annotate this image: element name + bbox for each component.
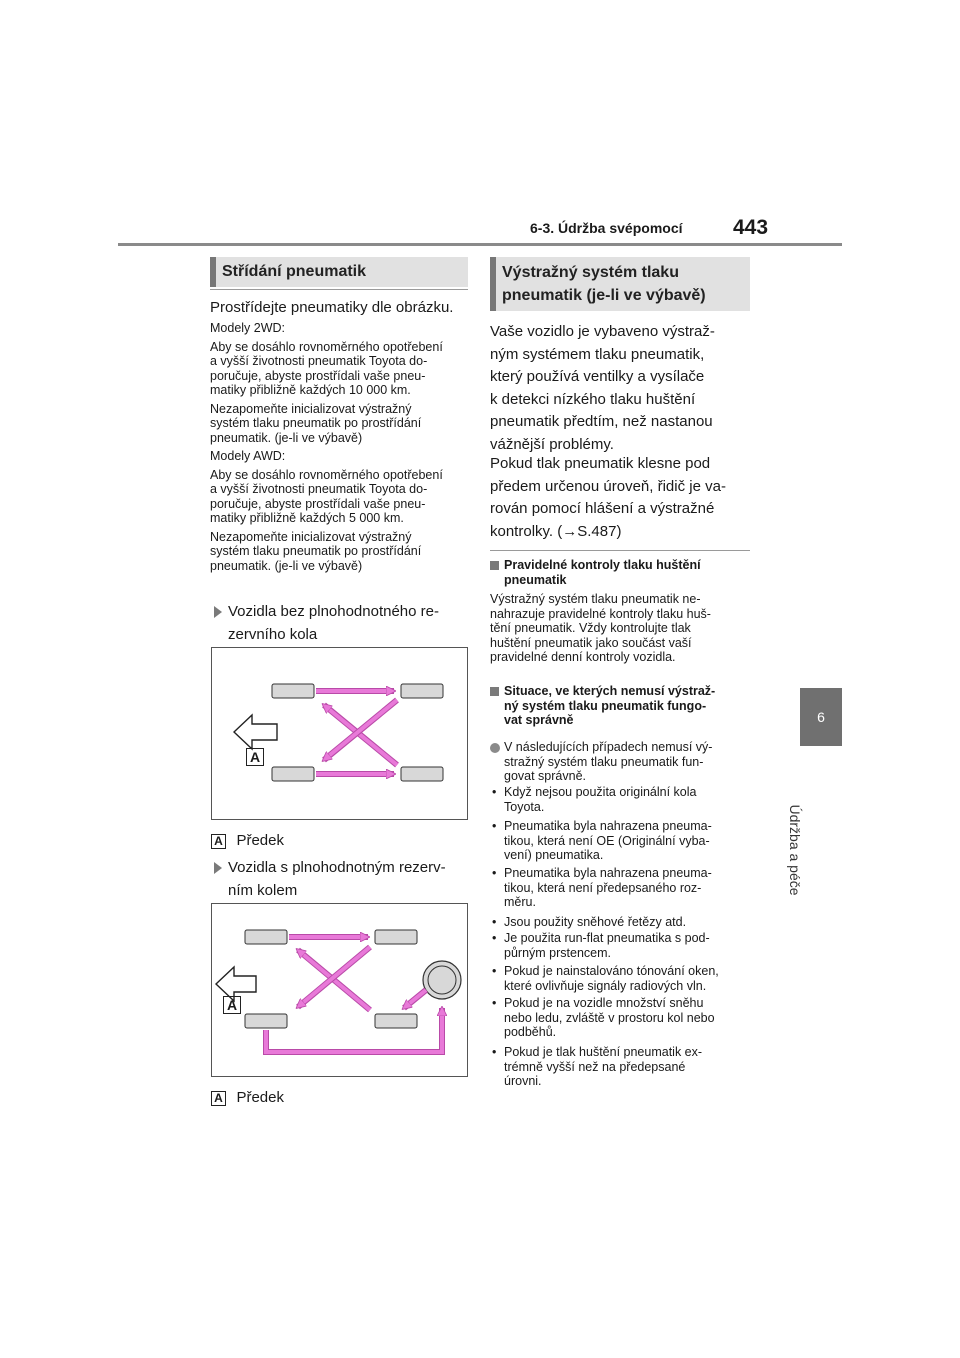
chapter-side-title: Údržba a péče: [787, 804, 803, 896]
bullet-item: • Pokud je na vozidle množství sněhu nebo ledu, zvláště v prostoru kol nebo podběhů.: [492, 996, 715, 1039]
left-section-heading: Střídání pneumatik: [210, 257, 468, 287]
note-line: pneumatik. (je-li ve výbavě): [210, 558, 363, 573]
left-intro: Prostřídejte pneumatiky dle obrázku.: [210, 299, 454, 316]
note-line: a vyšší životnosti pneumatik Toyota do-: [210, 354, 428, 368]
label-a: A: [211, 1091, 226, 1106]
triangle-bullet-icon: [214, 606, 222, 618]
chapter-tab[interactable]: [800, 688, 842, 746]
note-line: Modely 2WD:: [210, 321, 286, 335]
note-line: Modely AWD:: [210, 449, 286, 463]
chapter-number: 6: [817, 709, 825, 725]
section-title: 6-3. Údržba svépomocí: [530, 220, 683, 236]
note-line: Aby se dosáhlo rovnoměrného opotřebení: [210, 339, 443, 354]
rotation-diagram-spare: [211, 903, 468, 1077]
circle-bullet-icon: [490, 743, 500, 753]
note-line: a vyšší životnosti pneumatik Toyota do-: [210, 482, 428, 496]
note-line: Nezapomeňte inicializovat výstražný: [210, 401, 412, 416]
square-bullet-icon: [490, 687, 499, 696]
spare-tire: [423, 961, 461, 999]
note-line: poručuje, abyste prostřídali vaše pneu-: [210, 368, 426, 383]
header-rule: [118, 243, 842, 246]
caption-front-2: [211, 1087, 284, 1108]
note-line: matiky přibližně každých 10 000 km.: [210, 383, 411, 397]
square-bullet-icon: [490, 561, 499, 570]
right-section-heading: Výstražný systém tlaku pneumatik (je-li ve výbavě): [490, 257, 750, 311]
triangle-bullet-icon: [214, 862, 222, 874]
note-line: systém tlaku pneumatik po prostřídání: [210, 416, 422, 430]
note-line: matiky přibližně každých 5 000 km.: [210, 511, 404, 525]
regular-checks-body: Výstražný systém tlaku pneumatik ne- nahrazuje pravidelné kontroly tlaku huš- tění pneumatik. Vždy kontrolujte tlak huštění pneumatik jako součást vaší pravidelné denní kontroly vozidla.: [490, 592, 711, 664]
note-line: Aby se dosáhlo rovnoměrného opotřebení: [210, 467, 443, 482]
rotation-diagram-2wd: [211, 647, 468, 820]
bullet-item: • Když nejsou použita originální kola Toyota.: [492, 785, 697, 814]
tpms-paragraph-1: Vaše vozidlo je vybaveno výstraž- ným systémem tlaku pneumatik, který používá ventilky a vysílače k detekci nízkého tlaku huštění pneumatik předtím, než nastanou vážnější problémy.: [490, 323, 715, 453]
left-heading-rule: [210, 289, 468, 290]
note-line: Nezapomeňte inicializovat výstražný: [210, 529, 412, 544]
rotation-svg-2: [212, 904, 467, 1076]
tire-front-right: [401, 684, 443, 698]
bullet-item: • Pneumatika byla nahrazena pneuma- tikou, která není OE (Originální vyba- vení) pneumatika.: [492, 819, 712, 862]
tire-rear-left: [272, 767, 314, 781]
left-notes: [210, 321, 472, 573]
tire-rear-right: [401, 767, 443, 781]
label-a: A: [246, 748, 264, 766]
bullet-item: • Pneumatika byla nahrazena pneuma- tikou, která není předepsaného roz- měru.: [492, 866, 712, 909]
ref-link[interactable]: kontrolky. (→S.487): [490, 522, 622, 540]
page-number: 443: [733, 216, 769, 239]
caption-text: Předek: [236, 832, 284, 849]
right-divider: [490, 550, 750, 551]
note-line: poručuje, abyste prostřídali vaše pneu-: [210, 496, 426, 511]
bullet-item: • Jsou použity sněhové řetězy atd.: [492, 915, 687, 929]
label-a: A: [223, 996, 241, 1014]
front-direction-arrow-icon: [234, 715, 277, 749]
tire-front-left: [272, 684, 314, 698]
bullet-item: • Pokud je nainstalováno tónování oken, které ovlivňuje signály radiových vln.: [492, 964, 719, 993]
bullet-item: • Pokud je tlak huštění pneumatik ex- trémně vyšší než na předepsané úrovni.: [492, 1045, 703, 1088]
note-line: pneumatik. (je-li ve výbavě): [210, 430, 363, 445]
tire-rear-right: [375, 1014, 417, 1028]
bullet-item: • Je použita run-flat pneumatika s pod- půrným prstencem.: [492, 931, 710, 960]
note-line: systém tlaku pneumatik po prostřídání: [210, 544, 422, 558]
rotation-svg-1: [212, 648, 467, 819]
tire-front-left: [245, 930, 287, 944]
caption-front-1: [211, 830, 284, 851]
tire-front-right: [375, 930, 417, 944]
tire-rear-left: [245, 1014, 287, 1028]
label-a: A: [211, 834, 226, 849]
caption-text: Předek: [236, 1089, 284, 1106]
tpms-paragraph-2: Pokud tlak pneumatik klesne pod předem určenou úroveň, řidič je va- rován pomocí hlášení a výstražné kontrolky. (→S.487): [490, 453, 755, 543]
